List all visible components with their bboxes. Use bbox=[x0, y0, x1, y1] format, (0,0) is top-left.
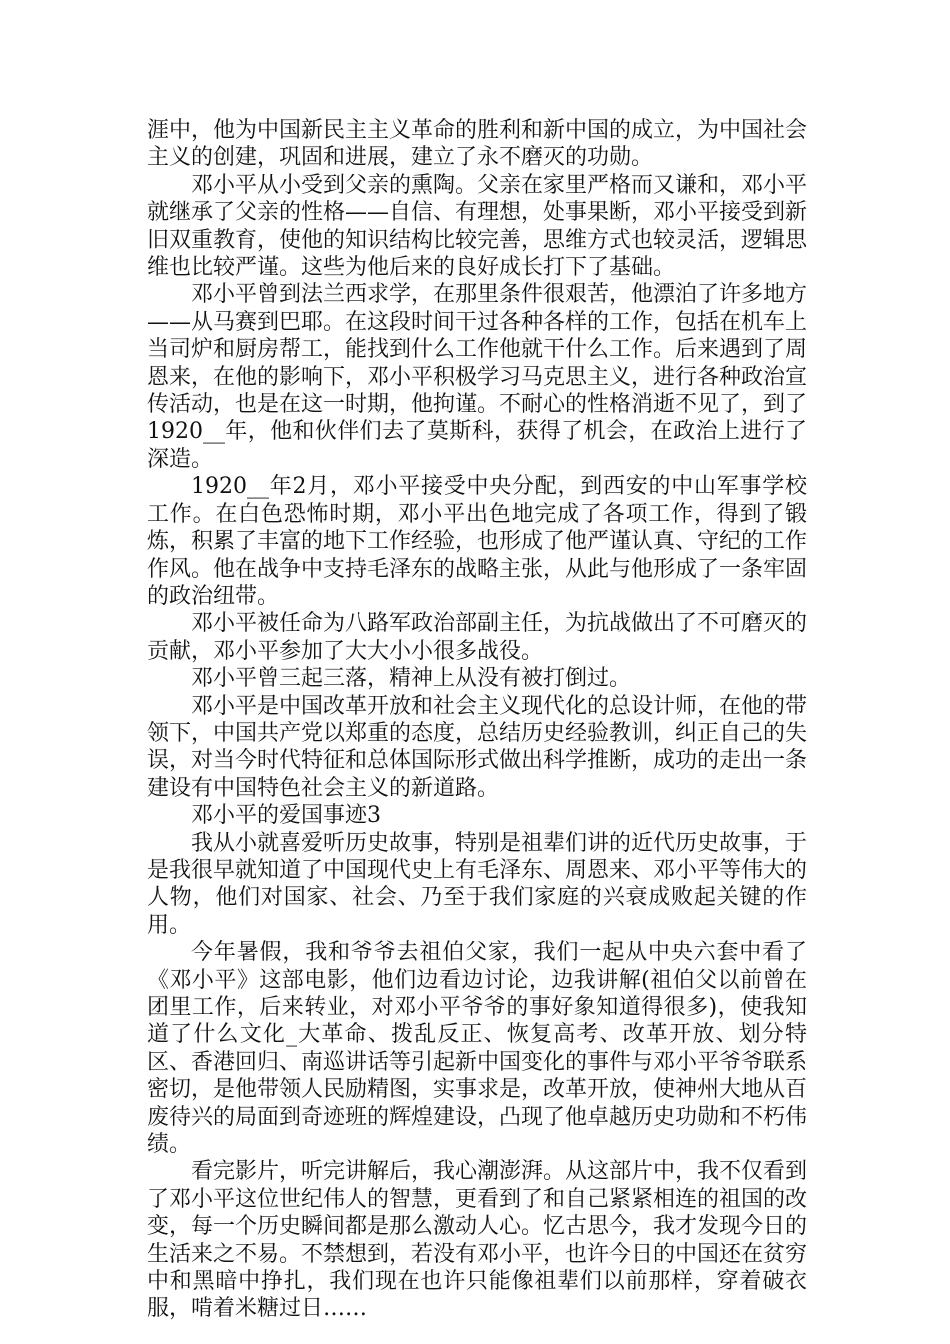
document-body bbox=[147, 117, 807, 1323]
paragraph-france: 邓小平曾到法兰西求学，在那里条件很艰苦，他漂泊了许多地方——从马赛到巴耶。在这段时间干过各种各样的工作，包括在机车上当司炉和厨房帮工，能找到什么工作他就干什么工作。后来遇到了周恩来，在他的影响下，邓小平积极学习马克思主义，进行各种政治宣传活动，也是在这一时期，他拘谨。不耐心的性格消逝不见了，到了1920__年，他和伙伴们去了莫斯科，获得了机会，在政治上进行了深造。 bbox=[147, 282, 808, 472]
paragraph-history-stories: 我从小就喜爱听历史故事，特别是祖辈们讲的近代历史故事，于是我很早就知道了中国现代史上有毛泽东、周恩来、邓小平等伟大的人物，他们对国家、社会、乃至于我们家庭的兴衰成败起关键的作用。 bbox=[147, 830, 808, 938]
section-heading: 邓小平的爱国事迹3 bbox=[191, 803, 381, 829]
paragraph-xian: 1920__年2月，邓小平接受中央分配，到西安的中山军事学校工作。在白色恐怖时期，邓小平出色地完成了各项工作，得到了锻炼，积累了丰富的地下工作经验，也形成了他严谨认真、守纪的工作作风。他在战争中支持毛泽东的战略主张，从此与他形成了一条牢固的政治纽带。 bbox=[147, 474, 808, 609]
paragraph-reform: 邓小平是中国改革开放和社会主义现代化的总设计师，在他的带领下，中国共产党以郑重的态度，总结历史经验教训，纠正自己的失误，对当今时代特征和总体国际形式做出科学推断，成功的走出一条建设有中国特色社会主义的新道路。 bbox=[147, 693, 808, 801]
paragraph-reflection: 看完影片，听完讲解后，我心潮澎湃。从这部片中，我不仅看到了邓小平这位世纪伟人的智慧，更看到了和自己紧紧相连的祖国的改变，每一个历史瞬间都是那么激动人心。忆古思今，我才发现今日的生活来之不易。不禁想到，若没有邓小平，也许今日的中国还在贫穷中和黑暗中挣扎，我们现在也许只能像祖辈们以前那样，穿着破衣服，啃着米糖过日…… bbox=[147, 1159, 808, 1322]
paragraph-summer-movie: 今年暑假，我和爷爷去祖伯父家，我们一起从中央六套中看了《邓小平》这部电影，他们边看边讨论，边我讲解(祖伯父以前曾在团里工作，后来转业，对邓小平爷爷的事好象知道得很多)，使我知道了什么文化_大革命、拨乱反正、恢复高考、改革开放、划分特区、香港回归、南巡讲话等引起新中国变化的事件与邓小平爷爷联系密切，是他带领人民励精图，实事求是，改革开放，使神州大地从百废待兴的局面到奇迹班的辉煌建设，凸现了他卓越历史功勋和不朽伟绩。 bbox=[147, 940, 808, 1158]
paragraph-eighth-route-army: 邓小平被任命为八路军政治部副主任，为抗战做出了不可磨灭的贡献，邓小平参加了大大小小很多战役。 bbox=[147, 611, 808, 664]
paragraph-continuation: 涯中，他为中国新民主主义革命的胜利和新中国的成立，为中国社会主义的创建，巩固和进展，建立了永不磨灭的功勋。 bbox=[147, 118, 808, 171]
paragraph-childhood: 邓小平从小受到父亲的熏陶。父亲在家里严格而又谦和，邓小平就继承了父亲的性格——自信、有理想，处事果断，邓小平接受到新旧双重教育，使他的知识结构比较完善，思维方式也较灵活，逻辑思维也比较严谨。这些为他后来的良好成长打下了基础。 bbox=[147, 172, 808, 281]
paragraph-three-rises: 邓小平曾三起三落，精神上从没有被打倒过。 bbox=[191, 666, 632, 692]
